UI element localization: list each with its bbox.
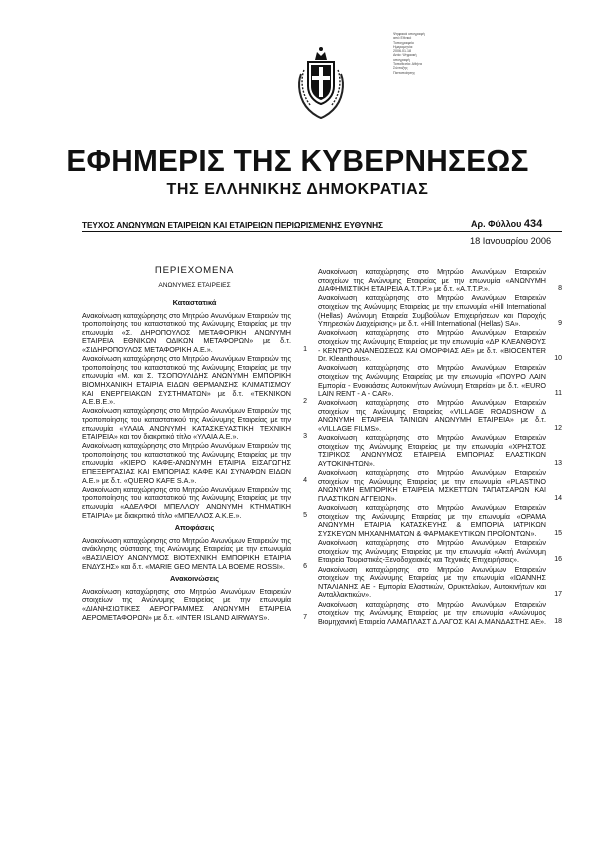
- toc-entry-page: 3: [303, 433, 307, 441]
- issue-number-value: 434: [523, 218, 543, 230]
- toc-entry-page: 13: [554, 460, 562, 468]
- toc-subtitle: ΑΝΩΝΥΜΕΣ ΕΤΑΙΡΕΙΕΣ: [158, 282, 231, 289]
- toc-entry-page: 7: [303, 613, 307, 621]
- stamp-line: Ψηφιακά υπογραφή: [393, 32, 425, 36]
- toc-entry[interactable]: [318, 504, 562, 538]
- toc-entry[interactable]: [318, 469, 562, 503]
- toc-entry-page: 2: [303, 398, 307, 406]
- stamp-line: από Εθνικό: [393, 36, 412, 41]
- issue-number: [471, 218, 542, 230]
- issue-label: Αρ. Φύλλου: [471, 219, 522, 229]
- toc-entry-text: Ανακοίνωση καταχώρησης στο Μητρώο Ανωνύμων Εταιρειών της τροποποίησης του καταστατικού της Ανώνυμης Εταιρείας με την επωνυμία «ΑΔΕΛΦΟΙ ΜΠΕΛΛΟΥ ΑΝΩΝΥΜΗ ΚΤΗΜΑΤΙΚΗ ΕΤΑΙΡΙΑ» με διακριτικό τίτλο «ΜΠΕΛΛΟΣ Α.Κ.Ε.».: [82, 484, 291, 520]
- issue-date: 18 Ιανουαρίου 2006: [470, 236, 552, 246]
- toc-entry-text: Ανακοίνωση καταχώρησης στο Μητρώο Ανωνύμων Εταιρειών στοιχείων της Ανώνυμης Εταιρείας με την επωνυμία «ΔΡ ΚΛΕΑΝΘΟΥΣ - ΚΕΝΤΡΟ ΑΝΑΝΕΩΣΕΩΣ ΚΑΙ ΟΜΟΡΦΙΑΣ ΑΕ» με δ.τ. «BIOCENTER Dr. Kleanthous».: [318, 328, 546, 364]
- toc-left-column: [82, 295, 307, 623]
- toc-entry-page: 12: [554, 425, 562, 433]
- toc-entry[interactable]: [318, 399, 562, 433]
- toc-entry[interactable]: [82, 407, 307, 441]
- toc-entry-text: Ανακοίνωση καταχώρησης στο Μητρώο Ανωνύμων Εταιρειών στοιχείων της Ανώνυμης Εταιρείας με την επωνυμία «ΙΩΑΝΝΗΣ ΝΤΑΛΙΑΝΗΣ ΑΕ - Εμπορία Ελαστικών, Ορυκτελαίων, Αυτοκινήτων και Ανταλλακτικών».: [318, 564, 546, 600]
- header-rule: [82, 231, 562, 232]
- toc-entry-text: Ανακοίνωση καταχώρησης στο Μητρώο Ανωνύμων Εταιρειών στοιχείων της Ανώνυμης Εταιρείας με την επωνυμία «ΠΟΥΡΟ ΛΑΙΝ Εμπορία - Ενοικιάσεις Αυτοκινήτων Ανώνυμη Εταιρεία» με δ.τ. «EURO LAIN RENT - A - CAR».: [318, 363, 546, 399]
- stamp-line: Ημερομηνία:: [393, 44, 414, 49]
- toc-entry-text: Ανακοίνωση καταχώρησης στο Μητρώο Ανωνύμων Εταιρειών στοιχείων της Ανώνυμης Εταιρείας με την επωνυμία «ΔΙΑΝΗΣΙΩΤΙΚΕΣ ΑΕΡΟΓΡΑΜΜΕΣ ΑΝΩΝΥΜΗ ΕΤΑΙΡΕΙΑ ΑΕΡΟΜΕΤΑΦΟΡΩΝ» με δ.τ. «INTER ISLAND AIRWAYS».: [82, 586, 291, 622]
- stamp-line: Πιστοποίησης: [393, 70, 416, 75]
- toc-entry[interactable]: [318, 268, 562, 294]
- toc-entry[interactable]: [318, 364, 562, 398]
- toc-entry[interactable]: [82, 588, 307, 622]
- toc-entry[interactable]: [82, 537, 307, 571]
- toc-entry-page: 16: [554, 556, 562, 564]
- toc-entry[interactable]: [318, 566, 562, 600]
- stamp-line: Τυπογραφείο: [393, 40, 414, 45]
- toc-entry[interactable]: [318, 539, 562, 565]
- digital-signature-stamp: [393, 32, 453, 75]
- toc-entry-page: 14: [554, 495, 562, 502]
- section-heading-apofaseis: Αποφάσεις: [174, 523, 215, 533]
- section-heading-anakoinoseis: Ανακοινώσεις: [170, 574, 219, 584]
- toc-entry-page: 1: [303, 345, 307, 353]
- toc-entry[interactable]: [82, 486, 307, 520]
- toc-entry[interactable]: [318, 294, 562, 328]
- toc-entry-text: Ανακοίνωση καταχώρησης στο Μητρώο Ανωνύμων Εταιρειών της τροποποίησης του καταστατικού της Ανώνυμης Εταιρείας με την επωνυμία «ΥΛΑΙΑ ΑΝΩΝΥΜΗ ΚΑΤΑΣΚΕΥΑΣΤΙΚΗ ΤΕΧΝΙΚΗ ΕΤΑΙΡΕΙΑ» και τον διακριτικό τίτλο «ΥΛΑΙΑ Α.Ε.».: [82, 406, 291, 442]
- toc-right-column: [318, 268, 562, 627]
- stamp-line: 2006.01.18: [393, 49, 411, 54]
- toc-entry-page: 11: [554, 390, 562, 398]
- greek-coat-of-arms-icon: [295, 40, 347, 120]
- toc-entry-text: Ανακοίνωση καταχώρησης στο Μητρώο Ανωνύμων Εταιρειών στοιχείων της Ανώνυμης Εταιρείας με την επωνυμία «Ακτή Ανώνυμη Εταιρεία Τουριστικές-Ξενοδοχειακές και Τεχνικές Επιχειρήσεις».: [318, 538, 546, 565]
- toc-entry-page: 5: [303, 511, 307, 519]
- toc-entry[interactable]: [82, 442, 307, 485]
- toc-title: ΠΕΡΙΕΧΟΜΕΝΑ: [154, 265, 235, 276]
- gazette-subtitle: ΤΗΣ ΕΛΛΗΝΙΚΗΣ ΔΗΜΟΚΡΑΤΙΑΣ: [166, 181, 429, 198]
- toc-entry-page: 9: [558, 320, 562, 328]
- stamp-line: υπογραφή: [393, 57, 410, 62]
- toc-entry-text: Ανακοίνωση καταχώρησης στο Μητρώο Ανωνύμων Εταιρειών στοιχείων της Ανώνυμης Εταιρείας «VILLAGE ROADSHOW Δ ΑΝΩΝΥΜΗ ΕΤΑΙΡΕΙΑ ΤΑΙΝΙΩΝ ΑΝΩΝΥΜΗ ΕΤΑΙΡΕΙΑ» με δ.τ. «VILLAGE FILMS».: [318, 398, 546, 434]
- toc-entry-page: 10: [554, 355, 562, 363]
- toc-entry-text: Ανακοίνωση καταχώρησης στο Μητρώο Ανωνύμων Εταιρειών στοιχείων της Ανώνυμης Εταιρείας με την επωνυμία «ΑΝΩΝΥΜΗ ΔΙΑΦΗΜΙΣΤΙΚΗ ΕΤΑΙΡΕΙΑ Α.Τ.Τ.Ρ.» με δ.τ. «Α.Τ.Τ.Ρ.».: [318, 267, 546, 294]
- toc-entry-text: Ανακοίνωση καταχώρησης στο Μητρώο Ανωνύμων Εταιρειών στοιχείων της Ανώνυμης Εταιρείας με την επωνυμία «PLASTINO ΑΝΩΝΥΜΗ ΕΜΠΟΡΙΚΗ ΕΤΑΙΡΕΙΑ ΜΣΚΕΤΤΩΝ ΤΑΠΑΤΣΑΡΩΝ ΚΑΙ ΠΛΑΣΤΙΚΩΝ ΑΓΓΕΙΩΝ».: [318, 468, 546, 503]
- toc-entry[interactable]: [82, 355, 307, 407]
- toc-entry[interactable]: [318, 601, 562, 627]
- toc-entry-text: Ανακοίνωση καταχώρησης στο Μητρώο Ανωνύμων Εταιρειών στοιχείων της Ανώνυμης Εταιρείας με την επωνυμία «Hill International (Hellas) Ανώνυμη Εταιρεία Συμβούλων Επιχειρήσεων και Παροχής Υπηρεσιών Διαχείρισης» με δ.τ. «Hill International (Hellas) SA».: [318, 293, 546, 329]
- section-heading-katastatika: Καταστατικά: [172, 298, 217, 307]
- stamp-line: Αιτία: Ψηφιακή: [393, 53, 417, 58]
- stamp-line: Τοποθεσία: Αθήνα: [393, 62, 422, 67]
- toc-entry-text: Ανακοίνωση καταχώρησης στο Μητρώο Ανωνύμων Εταιρειών στοιχείων της Ανώνυμης Εταιρείας με την επωνυμία «ΟΡΑΜΑ ΑΝΩΝΥΜΗ ΕΤΑΙΡΙΑ ΚΑΤΑΣΚΕΥΗΣ & ΕΜΠΟΡΙΑ ΙΑΤΡΙΚΩΝ ΣΥΣΚΕΥΩΝ ΜΗΧΑΝΗΜΑΤΩΝ & ΦΑΡΜΑΚΕΥΤΙΚΩΝ ΠΡΟΪΟΝΤΩΝ».: [318, 503, 546, 538]
- toc-entry-text: Ανακοίνωση καταχώρησης στο Μητρώο Ανωνύμων Εταιρειών της τροποποίησης του καταστατικού της Ανώνυμης Εταιρείας με την επωνυμία «Μ. και Σ. ΤΣΟΠΟΥΛΙΔΗΣ ΑΝΩΝΥΜΗ ΕΜΠΟΡΙΚΗ ΒΙΟΜΗΧΑΝΙΚΗ ΕΤΑΙΡΙΑ ΕΙΔΩΝ ΘΕΡΜΑΝΣΗΣ ΚΛΙΜΑΤΙΣΜΟΥ ΚΑΙ ΕΝΕΡΓΕΙΑΚΩΝ ΣΥΣΤΗΜΑΤΩΝ» με δ.τ. «ΤΕΚΝΙΚΟΝ Α.Ε.Β.Ε.».: [82, 354, 291, 407]
- toc-entry-text: Ανακοίνωση καταχώρησης στο Μητρώο Ανωνύμων Εταιρειών της τροποποίησης του καταστατικού της Ανώνυμης Εταιρείας με την επωνυμία «Σ. ΔΗΡΟΠΟΥΛΟΣ ΜΕΤΑΦΟΡΙΚΗ ΑΝΩΝΥΜΗ ΕΤΑΙΡΕΙΑ ΕΘΝΙΚΩΝ ΟΔΙΚΩΝ ΜΕΤΑΦΟΡΩΝ» με δ.τ. «ΣΙΔΗΡΟΠΟΥΛΟΣ ΜΕΤΑΦΟΡΙΚΗ Α.Ε.».: [82, 310, 291, 354]
- toc-entry-text: Ανακοίνωση καταχώρησης στο Μητρώο Ανωνύμων Εταιρειών της ανάκλησης σύστασης της Ανώνυμης Εταιρείας με την επωνυμία «ΒΑΣΙΛΕΙΟΥ ΑΝΩΝΥΜΟΣ ΒΙΟΤΕΧΝΙΚΗ ΕΜΠΟΡΙΚΗ ΕΤΑΙΡΙΑ ΕΝΔΥΣΗΣ» και δ.τ. «MARIE GEO MENTA LA BOEME ROSSI».: [82, 535, 291, 571]
- toc-entry[interactable]: [82, 312, 307, 355]
- toc-entry-page: 4: [303, 476, 307, 484]
- toc-entry-page: 18: [554, 617, 562, 625]
- stamp-line: Σύνταξης: [393, 66, 408, 71]
- gazette-title: ΕΦΗΜΕΡΙΣ ΤΗΣ ΚΥΒΕΡΝΗΣΕΩΣ: [66, 143, 529, 178]
- issue-series: ΤΕΥΧΟΣ ΑΝΩΝΥΜΩΝ ΕΤΑΙΡΕΙΩΝ ΚΑΙ ΕΤΑΙΡΕΙΩΝ ΠΕΡΙΩΡΙΣΜΕΝΗΣ ΕΥΘΥΝΗΣ: [82, 220, 383, 230]
- toc-entry-page: 15: [554, 529, 562, 537]
- toc-entry-text: Ανακοίνωση καταχώρησης στο Μητρώο Ανωνύμων Εταιρειών στοιχείων της Ανώνυμης Εταιρείας με την επωνυμία «ΧΡΗΣΤΟΣ ΤΣΙΡΙΚΟΣ ΑΝΩΝΥΜΟΣ ΕΤΑΙΡΕΙΑ ΕΜΠΟΡΙΑΣ ΕΛΑΣΤΙΚΩΝ ΑΥΤΟΚΙΝΗΤΩΝ».: [318, 433, 546, 469]
- toc-entry-page: 17: [554, 591, 562, 599]
- toc-entry-page: 8: [558, 285, 562, 293]
- toc-entry-text: Ανακοίνωση καταχώρησης στο Μητρώο Ανωνύμων Εταιρειών στοιχείων της Ανώνυμης Εταιρείας με την επωνυμία «Ανώνυμος Βιομηχανική Εταιρεία ΛΑΜΑΠΛΑΣΤ Δ.ΛΑΓΟΣ ΚΑΙ Α.ΜΑΝΔΑΣΤΗΣ ΑΕ».: [318, 599, 547, 626]
- toc-entry-page: 6: [303, 562, 307, 570]
- toc-entry[interactable]: [318, 329, 562, 363]
- toc-entry-text: Ανακοίνωση καταχώρησης στο Μητρώο Ανωνύμων Εταιρειών της τροποποίησης του καταστατικού της Ανώνυμης Εταιρείας με την επωνυμία «ΚΙΕΡΟ ΚΑΦΕ-ΑΝΩΝΥΜΗ ΕΤΑΙΡΙΑ ΕΙΣΑΓΩΓΗΣ ΕΠΕΞΕΡΓΑΣΙΑΣ ΚΑΙ ΕΜΠΟΡΙΑΣ ΚΑΦΕ ΚΑΙ ΣΥΝΑΦΩΝ ΕΙΔΩΝ Α.Ε.» με δ.τ. «QUERO KAFE S.A.».: [82, 441, 291, 485]
- toc-entry[interactable]: [318, 434, 562, 468]
